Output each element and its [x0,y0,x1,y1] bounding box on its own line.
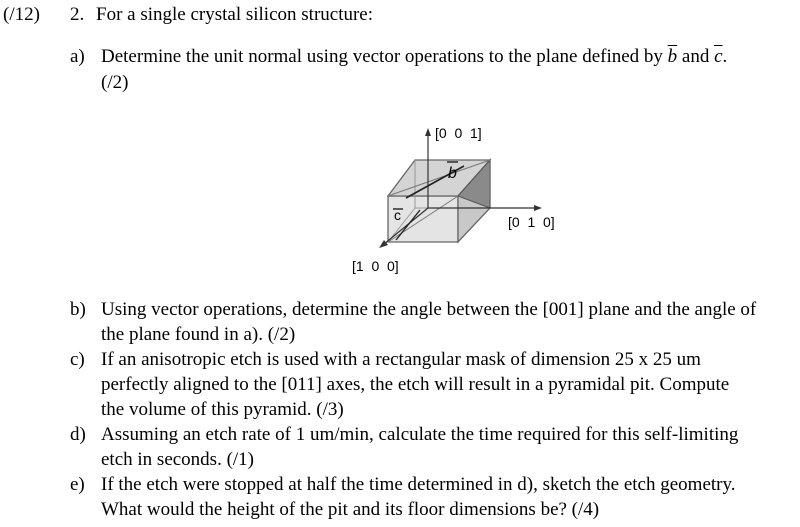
part-a-text [101,46,727,68]
axis-z-arrow [425,128,431,136]
part-e-line-2: What would the height of the pit and its floor dimensions be? (/4) [101,499,600,520]
part-b-letter: b) [70,299,86,320]
part-e-line-1: If the etch were stopped at half the time determined in d), sketch the etch geometry. [101,474,736,495]
part-a-text-and: and [677,46,715,67]
part-a-text-before: Determine the unit normal using vector operations to the plane defined by [101,46,668,67]
vector-b-symbol: $\overline{b}$ [667,46,678,67]
part-b-line-1: Using vector operations, determine the angle between the [001] plane and the angle of [101,299,757,320]
part-e-letter: e) [70,474,85,495]
axis-y-label: [0 1 0] [508,214,555,230]
axis-z-label: [0 0 1] [435,125,482,141]
vector-b-label: b [448,165,457,182]
question-mark: (/12) [3,4,40,25]
part-c-line-2: perfectly aligned to the [011] axes, the etch will result in a pyramidal pit. Compute [101,374,730,395]
crystal-cube-svg [340,120,580,285]
part-a-marks: (/2) [101,72,129,93]
axis-x-label: [1 0 0] [352,258,399,274]
part-a-letter: a) [70,46,85,67]
crystal-cube-figure [340,120,580,285]
part-c-line-3: the volume of this pyramid. (/3) [101,399,344,420]
part-d-line-1: Assuming an etch rate of 1 um/min, calculate the time required for this self-limiting [101,424,739,445]
part-c-letter: c) [70,349,85,370]
axis-y-arrow [534,205,542,211]
part-d-line-2: etch in seconds. (/1) [101,449,255,470]
part-c-line-1: If an anisotropic etch is used with a rectangular mask of dimension 25 x 25 um [101,349,701,370]
part-a-text-after: . [722,46,728,67]
part-b-line-2: the plane found in a). (/2) [101,324,296,345]
part-d-letter: d) [70,424,86,445]
question-title: For a single crystal silicon structure: [96,4,374,25]
question-number: 2. [70,4,85,25]
vector-c-label: c [394,207,401,223]
vector-c-symbol: $\overline{c}$ [714,46,723,67]
